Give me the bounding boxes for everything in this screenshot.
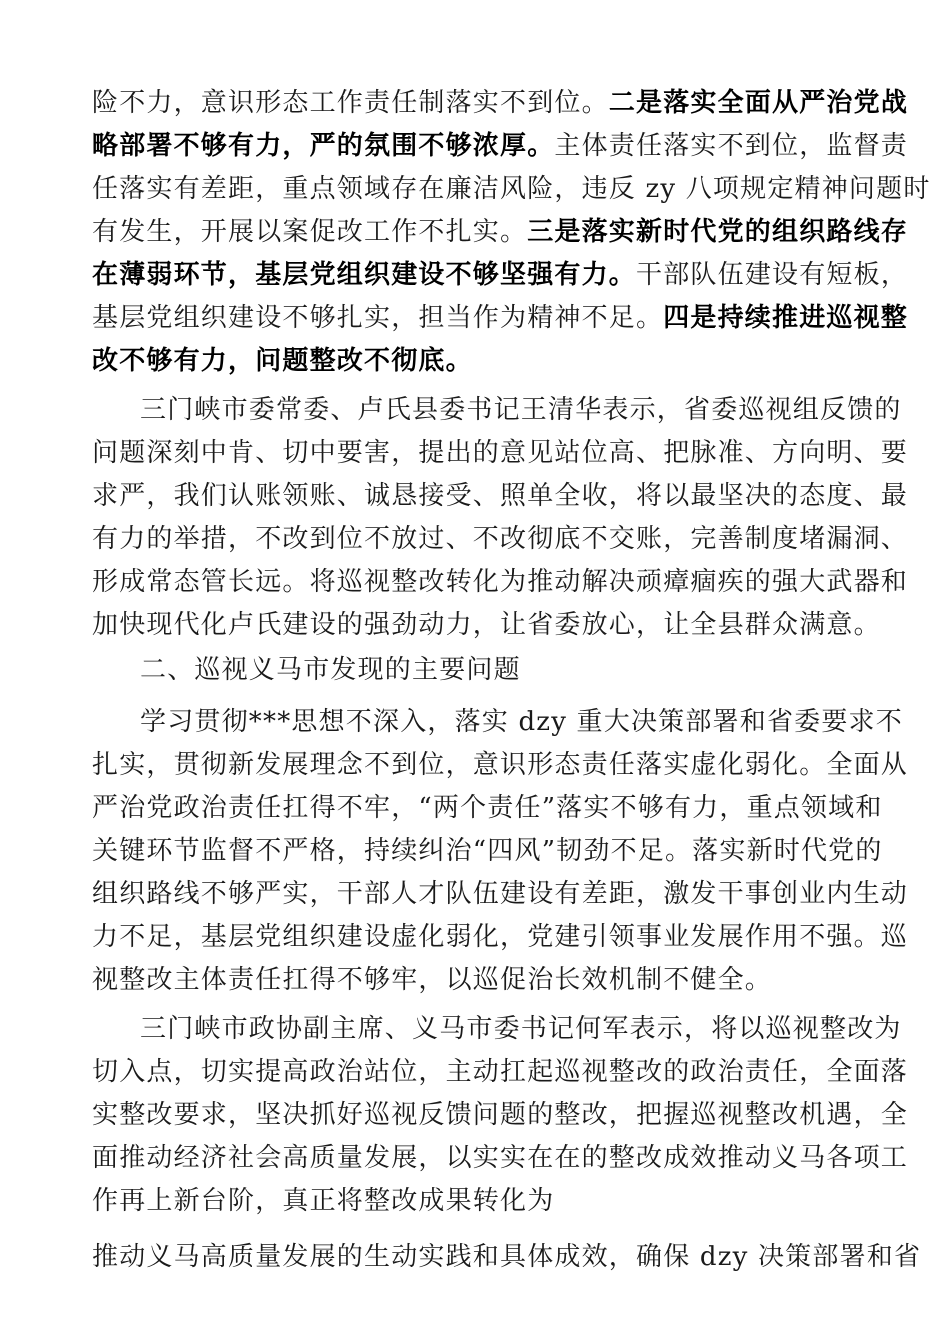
bold-point-two-cont: 略部署不够有力，严的氛围不够浓厚。 [92,131,555,161]
para2-line6: 加快现代化卢氏建设的强劲动力，让省委放心，让全县群众满意。 [92,610,881,640]
para1-line7: 改不够有力，问题整改不彻底。 [92,346,473,376]
para5-line1: 推动义马高质量发展的生动实践和具体成效，确保 dzy 决策部署和省 [92,1242,922,1272]
para2-line4: 有力的举措，不改到位不放过、不改彻底不交账，完善制度堵漏洞、 [92,524,909,554]
para3-line1: 学习贯彻***思想不深入，落实 dzy 重大决策部署和省委要求不 [140,707,903,737]
bold-point-three: 三是落实新时代党的组织路线存 [527,217,909,247]
para1-line1 [92,88,909,118]
para3-line5: 组织路线不够严实，干部人才队伍建设有差距，激发干事创业内生动 [92,879,909,909]
para3-line3: 严治党政治责任扛得不牢，“两个责任”落实不够有力，重点领域和 [92,793,883,823]
para4-line5: 作再上新台阶，真正将整改成果转化为 [92,1186,555,1216]
para2-line1: 三门峡市委常委、卢氏县委书记王清华表示，省委巡视组反馈的 [140,395,902,425]
para1-line5 [92,260,909,290]
para3-line2: 扎实，贯彻新发展理念不到位，意识形态责任落实虚化弱化。全面从 [92,750,909,780]
bold-point-three-cont: 在薄弱环节，基层党组织建设不够坚强有力。 [92,260,637,290]
bold-point-two: 二是落实全面从严治党战 [608,88,909,118]
text-run: 基层党组织建设不够扎实，担当作为精神不足。 [92,303,664,333]
text-run: 有发生，开展以案促改工作不扎实。 [92,217,528,247]
para3-line4: 关键环节监督不严格，持续纠治“四风”韧劲不足。落实新时代党的 [92,836,883,866]
para4-line1: 三门峡市政协副主席、义马市委书记何军表示，将以巡视整改为 [140,1014,902,1044]
para1-line2 [92,131,909,161]
text-run: 主体责任落实不到位，监督责 [554,131,909,161]
bold-point-four: 四是持续推进巡视整 [663,303,909,333]
para2-line5: 形成常态管长远。将巡视整改转化为推动解决顽瘴痼疾的强大武器和 [92,567,909,597]
para3-line6: 力不足，基层党组织建设虚化弱化，党建引领事业发展作用不强。巡 [92,922,909,952]
para4-line4: 面推动经济社会高质量发展，以实实在在的整改成效推动义马各项工 [92,1143,909,1173]
text-run: 干部队伍建设有短板， [636,260,909,290]
text-run: 险不力，意识形态工作责任制落实不到位。 [92,88,609,118]
para3-line7: 视整改主体责任扛得不够牢，以巡促治长效机制不健全。 [92,965,773,995]
para4-line2: 切入点，切实提高政治站位，主动扛起巡视整改的政治责任，全面落 [92,1057,909,1087]
para2-line3: 求严，我们认账领账、诚恳接受、照单全收，将以最坚决的态度、最 [92,481,909,511]
para1-line6 [92,303,909,333]
para1-line3: 任落实有差距，重点领域存在廉洁风险，违反 zy 八项规定精神问题时 [92,174,931,204]
para4-line3: 实整改要求，坚决抓好巡视反馈问题的整改，把握巡视整改机遇，全 [92,1100,909,1130]
para1-line4 [92,217,909,247]
section-heading: 二、巡视义马市发现的主要问题 [140,655,521,685]
para2-line2: 问题深刻中肯、切中要害，提出的意见站位高、把脉准、方向明、要 [92,438,909,468]
